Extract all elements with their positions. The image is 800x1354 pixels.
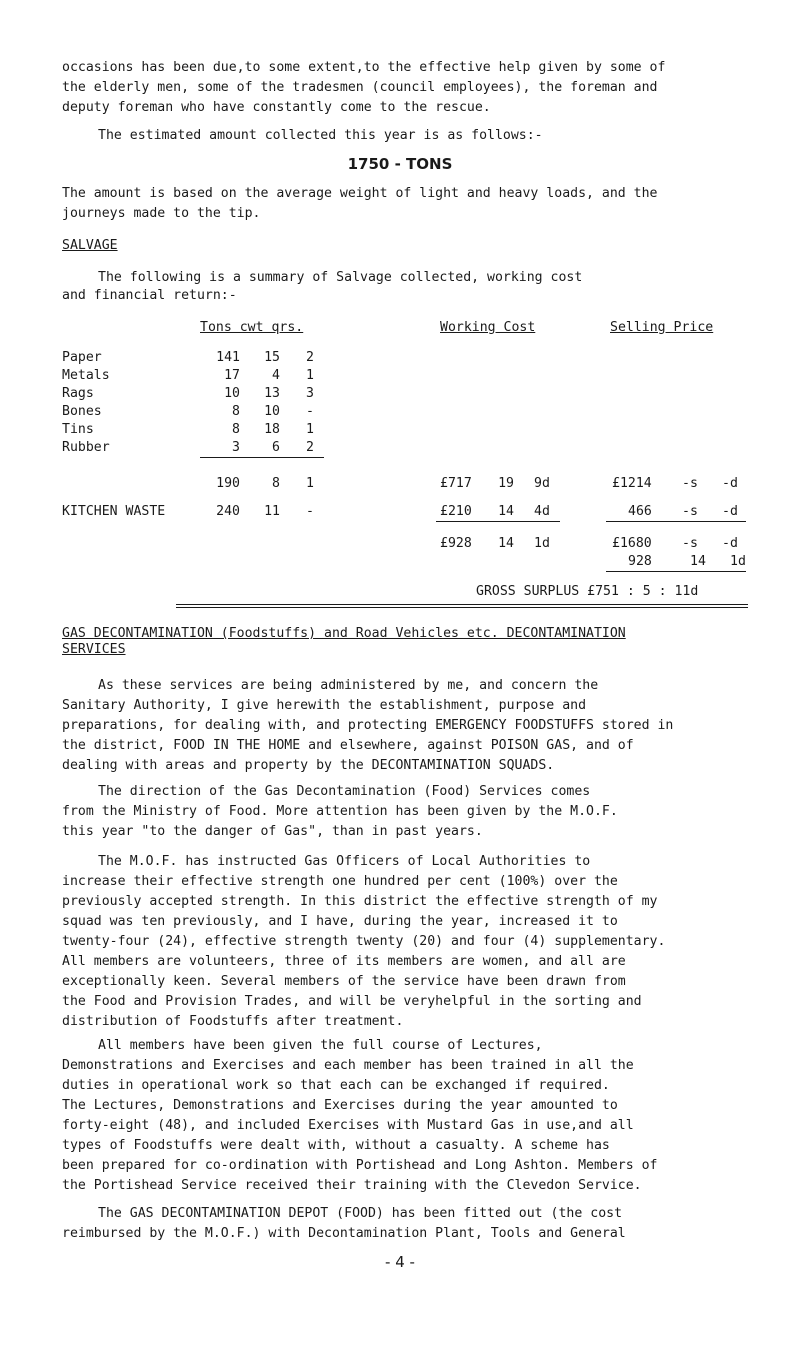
item-cwt: 11	[264, 504, 280, 519]
item-name: Bones	[62, 404, 102, 419]
item-qrs: 2	[306, 350, 314, 365]
item-qrs: -	[306, 404, 314, 419]
item-cwt: 10	[264, 404, 280, 419]
para-line: The Lectures, Demonstrations and Exercises during the year amounted to	[62, 1098, 618, 1113]
less-sp-pence: 1d	[730, 554, 746, 569]
item-tons: 3	[232, 440, 240, 455]
item-qrs: 1	[306, 368, 314, 383]
subtotal-wc-pounds: £717	[440, 476, 472, 491]
salvage-heading: SALVAGE	[62, 238, 118, 253]
gas-paragraph-5	[62, 1204, 752, 1244]
item-cwt: 4	[272, 368, 280, 383]
item-qrs: 2	[306, 440, 314, 455]
item-cwt: 15	[264, 350, 280, 365]
subtotal-sp-shillings: -s	[682, 476, 698, 491]
gas-paragraph-2	[62, 782, 752, 842]
kitchen-wc-rule	[436, 521, 560, 522]
basis-line: The amount is based on the average weight of light and heavy loads, and the	[62, 186, 658, 201]
para-line: squad was ten previously, and I have, during the year, increased it to	[62, 914, 618, 929]
item-tons: 240	[216, 504, 240, 519]
item-name: KITCHEN WASTE	[62, 504, 166, 519]
item-tons: 17	[224, 368, 240, 383]
para-line: the district, FOOD IN THE HOME and elsewhere, against POISON GAS, and of	[62, 738, 634, 753]
para-line: dealing with areas and property by the DECONTAMINATION SQUADS.	[62, 758, 555, 773]
gas-heading-cont: SERVICES	[62, 642, 126, 657]
para-line: from the Ministry of Food. More attention has been given by the M.O.F.	[62, 804, 618, 819]
gross-surplus: GROSS SURPLUS £751 : 5 : 11d	[476, 584, 699, 599]
gas-paragraph-1	[62, 676, 752, 776]
subtotal-rule	[200, 457, 324, 458]
gas-heading: GAS DECONTAMINATION (Foodstuffs) and Road Vehicles etc. DECONTAMINATION	[62, 626, 626, 641]
item-name: Rags	[62, 386, 94, 401]
total-sp-shillings: -s	[682, 536, 698, 551]
page-number: - 4 -	[385, 1253, 415, 1271]
para-line: twenty-four (24), effective strength twenty (20) and four (4) supplementary.	[62, 934, 666, 949]
gas-paragraph-3	[62, 852, 752, 1032]
item-cwt: 13	[264, 386, 280, 401]
item-qrs: 1	[306, 422, 314, 437]
kitchen-wc-pence: 4d	[534, 504, 550, 519]
item-name: Tins	[62, 422, 94, 437]
total-sp-pounds: £1680	[612, 536, 652, 551]
total-wc-pounds: £928	[440, 536, 472, 551]
tons-figure: 1750 - TONS	[347, 155, 453, 173]
basis-paragraph	[62, 184, 752, 224]
intro-paragraph	[62, 58, 752, 118]
para-line: this year "to the danger of Gas", than in past years.	[62, 824, 483, 839]
para-line: preparations, for dealing with, and protecting EMERGENCY FOODSTUFFS stored in	[62, 718, 674, 733]
para-line: The GAS DECONTAMINATION DEPOT (FOOD) has been fitted out (the cost	[98, 1206, 623, 1221]
para-line: As these services are being administered by me, and concern the	[98, 678, 599, 693]
subtotal-cwt: 8	[272, 476, 280, 491]
kitchen-sp-rule	[606, 521, 746, 522]
salvage-intro-line: and financial return:-	[62, 288, 237, 303]
item-tons: 8	[232, 422, 240, 437]
intro-line: the elderly men, some of the tradesmen (council employees), the foreman and	[62, 80, 658, 95]
less-sp-pounds: 928	[628, 554, 652, 569]
para-line: All members are volunteers, three of its members are women, and all are	[62, 954, 626, 969]
kitchen-wc-shillings: 14	[498, 504, 514, 519]
para-line: previously accepted strength. In this district the effective strength of my	[62, 894, 658, 909]
item-tons: 141	[216, 350, 240, 365]
kitchen-sp-pence: -d	[722, 504, 738, 519]
item-cwt: 6	[272, 440, 280, 455]
subtotal-sp-pounds: £1214	[612, 476, 652, 491]
gas-paragraph-4	[62, 1036, 752, 1196]
para-line: duties in operational work so that each can be exchanged if required.	[62, 1078, 610, 1093]
para-line: forty-eight (48), and included Exercises with Mustard Gas in use,and all	[62, 1118, 634, 1133]
kitchen-sp-pounds: 466	[628, 504, 652, 519]
intro-line: deputy foreman who have constantly come to the rescue.	[62, 100, 491, 115]
item-name: Paper	[62, 350, 102, 365]
intro-line: occasions has been due,to some extent,to the effective help given by some of	[62, 60, 666, 75]
para-line: been prepared for co-ordination with Portishead and Long Ashton. Members of	[62, 1158, 658, 1173]
para-line: The direction of the Gas Decontamination (Food) Services comes	[98, 784, 591, 799]
kitchen-wc-pounds: £210	[440, 504, 472, 519]
less-rule	[606, 571, 746, 572]
estimate-line: The estimated amount collected this year is as follows:-	[98, 128, 543, 143]
item-cwt: 18	[264, 422, 280, 437]
para-line: types of Foodstuffs were dealt with, without a casualty. A scheme has	[62, 1138, 610, 1153]
para-line: The M.O.F. has instructed Gas Officers of Local Authorities to	[98, 854, 591, 869]
para-line: reimbursed by the M.O.F.) with Decontamination Plant, Tools and General	[62, 1226, 626, 1241]
kitchen-sp-shillings: -s	[682, 504, 698, 519]
item-name: Rubber	[62, 440, 110, 455]
header-quantity: Tons cwt qrs.	[200, 320, 304, 335]
para-line: increase their effective strength one hundred per cent (100%) over the	[62, 874, 618, 889]
table-end-rule	[176, 604, 748, 608]
subtotal-sp-pence: -d	[722, 476, 738, 491]
item-tons: 10	[224, 386, 240, 401]
salvage-intro-line: The following is a summary of Salvage collected, working cost	[98, 270, 583, 285]
header-selling-price: Selling Price	[610, 320, 714, 335]
para-line: distribution of Foodstuffs after treatment.	[62, 1014, 404, 1029]
para-line: Demonstrations and Exercises and each member has been trained in all the	[62, 1058, 634, 1073]
total-sp-pence: -d	[722, 536, 738, 551]
total-wc-shillings: 14	[498, 536, 514, 551]
subtotal-wc-pence: 9d	[534, 476, 550, 491]
less-sp-shillings: 14	[690, 554, 706, 569]
item-qrs: -	[306, 504, 314, 519]
para-line: the Food and Provision Trades, and will be veryhelpful in the sorting and	[62, 994, 642, 1009]
subtotal-tons: 190	[216, 476, 240, 491]
header-working-cost: Working Cost	[440, 320, 536, 335]
para-line: exceptionally keen. Several members of the service have been drawn from	[62, 974, 626, 989]
item-qrs: 3	[306, 386, 314, 401]
item-name: Metals	[62, 368, 110, 383]
basis-line: journeys made to the tip.	[62, 206, 261, 221]
para-line: All members have been given the full course of Lectures,	[98, 1038, 543, 1053]
para-line: Sanitary Authority, I give herewith the establishment, purpose and	[62, 698, 587, 713]
subtotal-qrs: 1	[306, 476, 314, 491]
item-tons: 8	[232, 404, 240, 419]
para-line: the Portishead Service received their training with the Clevedon Service.	[62, 1178, 642, 1193]
total-wc-pence: 1d	[534, 536, 550, 551]
subtotal-wc-shillings: 19	[498, 476, 514, 491]
